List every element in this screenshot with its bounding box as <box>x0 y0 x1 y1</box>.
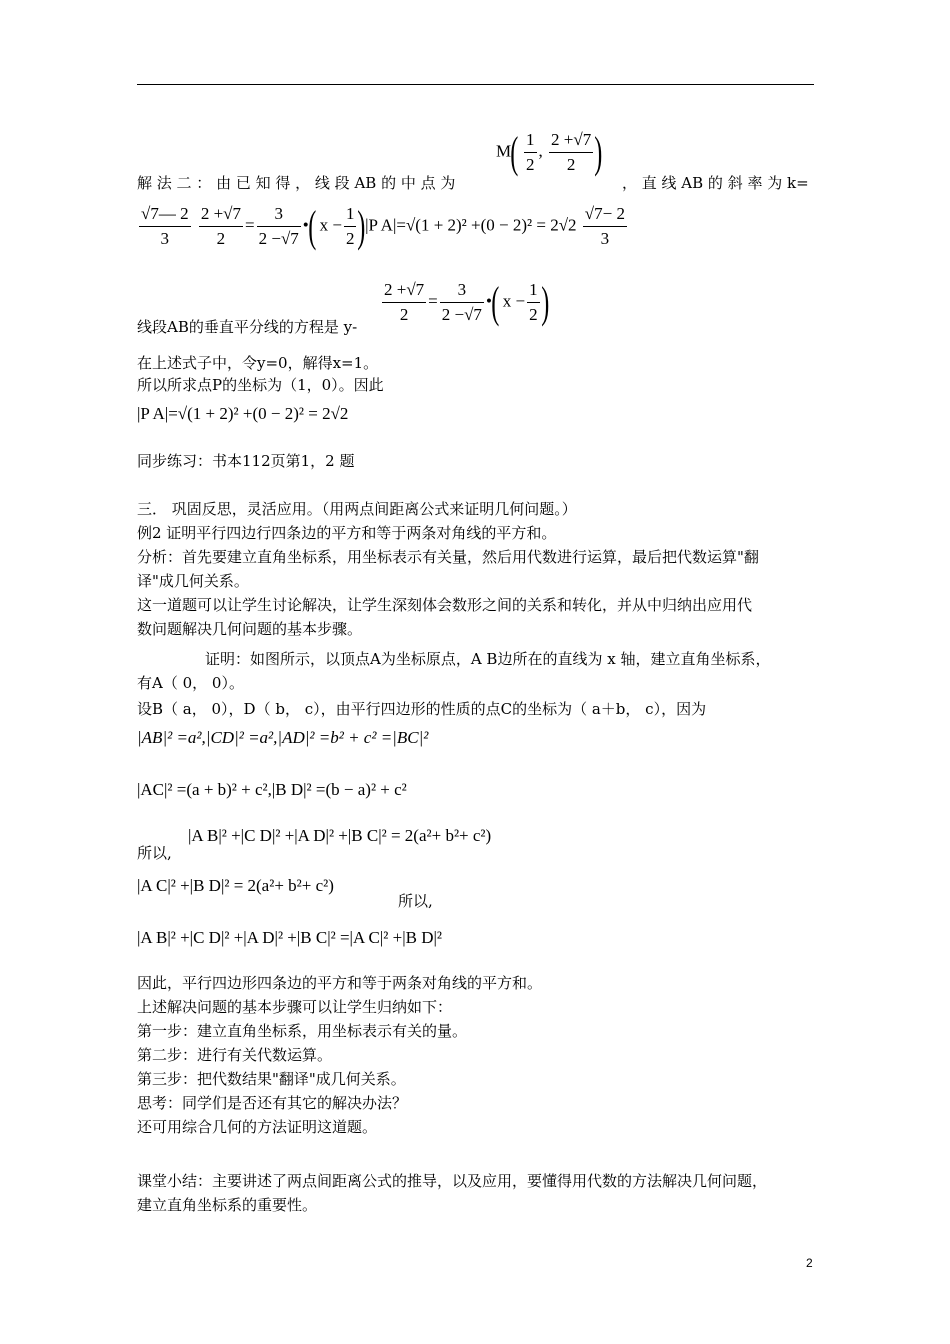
page-number: 2 <box>806 1256 813 1270</box>
step-2: 第二步：进行有关代数运算。 <box>137 1046 333 1064</box>
slope-equation-row: $\frac{√7— 2}{3}$ $\frac{2 +√7}{2}$ = $\frac{3}{2 -√7}$ •( x − $\frac{1}{2}$ )|P A|=√(1 + 2)² +(0 − 2)² = 2√2 $\frac{√7- 2}{3}$ <box>141 201 625 251</box>
step-1: 第一步：建立直角坐标系，用坐标表示有关的量。 <box>137 1022 468 1040</box>
alternative-method: 还可用综合几何的方法证明这道题。 <box>137 1118 378 1136</box>
example2: 例2 证明平行四边行四条边的平方和等于两条对角线的平方和。 <box>137 524 557 542</box>
summary-line2: 建立直角坐标系的重要性。 <box>137 1196 318 1214</box>
proof-line3: 设B（ a， 0），D（ b， c），由平行四边形的性质的点C的坐标为（ a＋b， c），因为 <box>137 700 707 718</box>
analysis-line1: 分析：首先要建立直角坐标系，用坐标表示有关量，然后用代数进行运算，最后把代数运算"翻 <box>137 548 759 566</box>
step-3: 第三步：把代数结果"翻译"成几何关系。 <box>137 1070 406 1088</box>
eq-sum-diagonals: |A C|² +|B D|² = 2(a²+ b²+ c²) <box>137 876 334 895</box>
proof-line1: 证明：如图所示，以顶点A为坐标原点，A B边所在的直线为 x 轴，建立直角坐标系， <box>205 650 771 668</box>
discuss-line2: 数问题解决几何问题的基本步骤。 <box>137 620 363 638</box>
so-line1: 所以, <box>137 844 172 862</box>
conclusion: 因此，平行四边形四条边的平方和等于两条对角线的平方和。 <box>137 974 543 992</box>
point-p: 所以所求点P的坐标为（1，0）。因此 <box>137 376 384 394</box>
proof-line2: 有A（ 0， 0）。 <box>137 674 244 692</box>
bisector-equation: $\frac{2 +√7}{2}$ = $\frac{3}{2 -√7}$ •( x − $\frac{1}{2}$ ) <box>384 277 549 327</box>
section3-heading: 三． 巩固反思，灵活应用。（用两点间距离公式来证明几何问题。） <box>137 500 577 518</box>
eq-ac-bd: |AC|² =(a + b)² + c²,|B D|² =(b − a)² + c² <box>137 780 407 799</box>
so-line2: 所以, <box>398 892 433 910</box>
summary-line1: 课堂小结：主要讲述了两点间距离公式的推导，以及应用，要懂得用代数的方法解决几何问题， <box>137 1172 768 1190</box>
eq-final: |A B|² +|C D|² +|A D|² +|B C|² =|A C|² +|B D|² <box>137 928 442 947</box>
midpoint-formula: M( $\frac{1}{2}$ , $\frac{2 +√7}{2}$ ) <box>496 127 603 177</box>
steps-intro: 上述解决问题的基本步骤可以让学生归纳如下： <box>137 998 453 1016</box>
think-question: 思考：同学们是否还有其它的解决办法？ <box>137 1094 408 1112</box>
solution-two-intro: 解 法 二 ： 由 已 知 得 ， 线 段 AB 的 中 点 为 <box>137 174 456 192</box>
analysis-line2: 译"成几何关系。 <box>137 572 249 590</box>
pa-final-equation: |P A|=√(1 + 2)² +(0 − 2)² = 2√2 <box>137 404 349 423</box>
discuss-line1: 这一道题可以让学生讨论解决，让学生深刻体会数形之间的关系和转化，并从中归纳出应用代 <box>137 596 753 614</box>
header-rule <box>137 84 814 85</box>
eq-ab-cd-ad: |AB|² =a²,|CD|² =a²,|AD|² =b² + c² =|BC|² <box>137 728 429 747</box>
bisector-text: 线段AB的垂直平分线的方程是 y- <box>137 318 358 336</box>
practice-line: 同步练习：书本112页第1，2 题 <box>137 452 355 470</box>
eq-sum-sides: |A B|² +|C D|² +|A D|² +|B C|² = 2(a²+ b²+ c²) <box>188 826 492 845</box>
set-y-zero: 在上述式子中，令y=0，解得x=1。 <box>137 354 379 372</box>
slope-text: ， 直 线 AB 的 斜 率 为 k= <box>622 174 809 192</box>
